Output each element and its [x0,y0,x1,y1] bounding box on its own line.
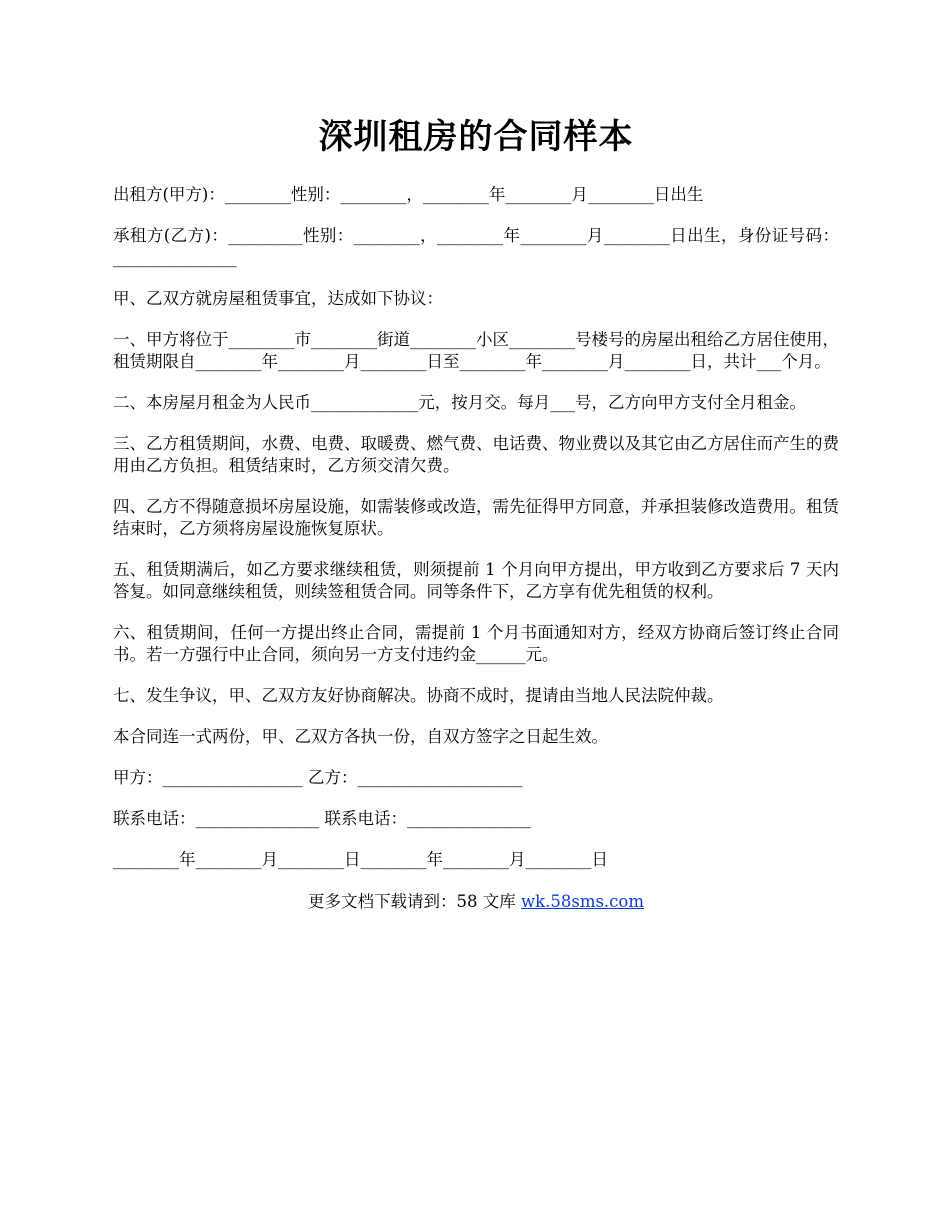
signature-phones: 联系电话：_______________ 联系电话：_______________ [113,809,531,828]
footer-text: 更多文档下载请到：58 文库 [307,892,521,911]
clause-1-location-term: 一、甲方将位于________市________街道________小区________号楼号的房屋出租给乙方居住使用，租赁期限自________年________月________日至________年________月________日，共计___个月。 [113,330,839,371]
document-page [113,112,839,913]
contract-copies: 本合同连一式两份，甲、乙双方各执一份，自双方签字之日起生效。 [113,727,608,746]
clause-4-facilities: 四、乙方不得随意损坏房屋设施，如需装修或改造，需先征得甲方同意，并承担装修改造费用。租赁结束时，乙方须将房屋设施恢复原状。 [113,497,839,538]
download-footer [113,891,839,913]
signature-dates: ________年________月________日________年________月________日 [113,850,608,869]
footer-link[interactable]: wk.58sms.com [520,892,644,911]
clause-6-termination: 六、租赁期间，任何一方提出终止合同，需提前 1 个月书面通知对方，经双方协商后签订终止合同书。若一方强行中止合同，须向另一方支付违约金______元。 [113,623,839,664]
clause-3-utilities: 三、乙方租赁期间，水费、电费、取暖费、燃气费、电话费、物业费以及其它由乙方居住而产生的费用由乙方负担。租赁结束时，乙方须交清欠费。 [113,434,839,475]
clause-2-rent: 二、本房屋月租金为人民币_____________元，按月交。每月___号，乙方向甲方支付全月租金。 [113,393,806,412]
clause-5-renewal: 五、租赁期满后，如乙方要求继续租赁，则须提前 1 个月向甲方提出，甲方收到乙方要求后 7 天内答复。如同意继续租赁，则续签租赁合同。同等条件下，乙方享有优先租赁的权利。 [113,560,839,601]
lessee-info: 承租方(乙方)：_________性别：________，________年________月________日出生，身份证号码：_______________ [113,226,839,267]
agreement-intro: 甲、乙双方就房屋租赁事宜，达成如下协议： [113,289,443,308]
lessor-info: 出租方(甲方)：________性别：________，________年________月________日出生 [113,185,704,204]
clause-7-disputes: 七、发生争议，甲、乙双方友好协商解决。协商不成时，提请由当地人民法院仲裁。 [113,686,724,705]
signature-parties: 甲方：_________________ 乙方：____________________ [113,768,523,787]
document-title: 深圳租房的合同样本 [318,117,634,157]
